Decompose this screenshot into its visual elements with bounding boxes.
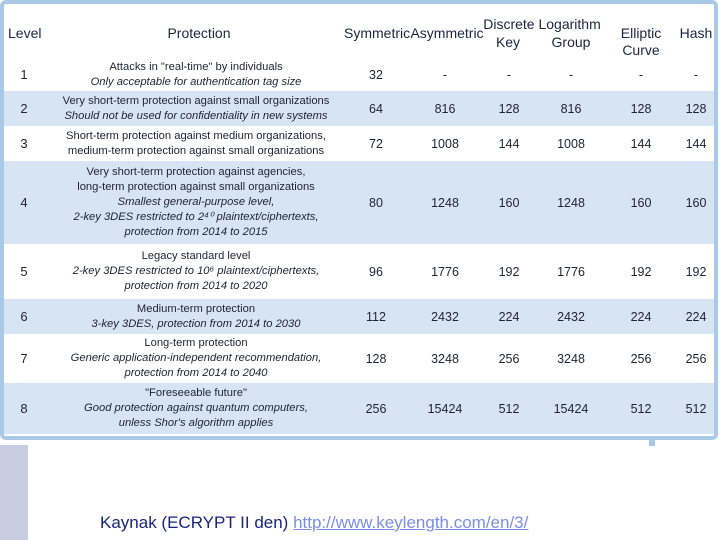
dl-group-cell: 1008 [557, 136, 585, 151]
protection-line: Only acceptable for authentication tag size [90, 75, 302, 88]
table-row [4, 334, 714, 382]
protection-cell [46, 91, 346, 126]
table-row [4, 58, 714, 90]
symmetric-cell: 32 [369, 67, 383, 82]
symmetric-cell: 112 [366, 309, 386, 324]
elliptic-curve-cell: 160 [630, 195, 652, 210]
table-row [4, 160, 714, 244]
table-header [4, 4, 714, 58]
elliptic-curve-cell: 224 [630, 309, 652, 324]
protection-line: 2-key 3DES restricted to 2⁴⁰ plaintext/ciphertexts, [73, 211, 319, 223]
elliptic-curve-cell: - [638, 67, 644, 82]
asymmetric-cell: 15424 [427, 401, 463, 416]
level-cell: 5 [20, 264, 28, 279]
dl-group-cell: - [568, 67, 574, 82]
dl-key-cell: 144 [498, 136, 520, 151]
hash-cell: 160 [685, 195, 707, 210]
elliptic-curve-cell: 128 [630, 101, 652, 116]
protection-cell [46, 161, 346, 244]
header-hash: Hash [679, 25, 713, 41]
protection-line: Very short-term protection against agencies, [86, 166, 306, 178]
symmetric-cell: 128 [365, 351, 387, 366]
asymmetric-cell: 1008 [431, 136, 459, 151]
dl-key-cell: 160 [498, 195, 520, 210]
protection-line: Smallest general-purpose level, [117, 196, 275, 208]
header-discrete-log: Discrete Logarithm [483, 16, 601, 32]
dl-key-cell: 256 [498, 351, 520, 366]
hash-cell: 128 [685, 101, 707, 116]
asymmetric-cell: 2432 [431, 309, 459, 324]
table-row [4, 382, 714, 434]
hash-cell: 256 [685, 351, 707, 366]
protection-line: Generic application-independent recommendation, [70, 352, 322, 364]
dl-group-cell: 15424 [553, 401, 589, 416]
hash-cell: 192 [685, 264, 707, 279]
protection-line: Long-term protection [144, 337, 248, 349]
protection-line: 3-key 3DES, protection from 2014 to 2030 [91, 317, 301, 330]
protection-cell [46, 59, 346, 90]
hash-cell: 512 [685, 401, 707, 416]
elliptic-curve-cell: 192 [630, 264, 652, 279]
protection-line: Good protection against quantum computers, [84, 402, 308, 414]
header-asymmetric: Asymmetric [410, 25, 484, 41]
header-protection: Protection [167, 25, 231, 41]
dl-group-cell: 3248 [557, 351, 585, 366]
dl-group-cell: 816 [560, 101, 582, 116]
symmetric-cell: 64 [369, 101, 383, 116]
caption-text: Kaynak (ECRYPT II den) [100, 513, 294, 532]
header-symmetric: Symmetric [344, 25, 411, 41]
source-caption [100, 513, 528, 533]
protection-line: medium-term protection against small organizations [67, 144, 325, 157]
header-dl-group: Group [551, 34, 591, 50]
symmetric-cell: 256 [365, 401, 387, 416]
protection-cell [46, 245, 346, 298]
elliptic-curve-cell: 144 [630, 136, 652, 151]
dl-group-cell: 1248 [557, 195, 585, 210]
protection-line: Legacy standard level [141, 250, 251, 262]
protection-line: "Foreseeable future" [145, 387, 247, 399]
asymmetric-cell: 3248 [431, 351, 459, 366]
table-row [4, 298, 714, 334]
protection-cell [46, 299, 346, 334]
symmetric-cell: 80 [369, 195, 383, 210]
dl-group-cell: 2432 [557, 309, 585, 324]
level-cell: 3 [20, 136, 28, 151]
level-cell: 2 [20, 101, 28, 116]
protection-line: unless Shor's algorithm applies [118, 417, 274, 429]
dl-key-cell: 224 [498, 309, 520, 324]
left-decoration-strip [0, 445, 28, 540]
dl-key-cell: 128 [498, 101, 520, 116]
protection-line: protection from 2014 to 2040 [124, 367, 268, 379]
dl-key-cell: - [506, 67, 512, 82]
protection-cell [46, 335, 346, 382]
protection-line: Very short-term protection against small organizations [62, 94, 330, 107]
protection-line: protection from 2014 to 2020 [124, 280, 268, 292]
dl-key-cell: 192 [498, 264, 520, 279]
asymmetric-cell: - [442, 67, 448, 82]
asymmetric-cell: 816 [434, 101, 456, 116]
source-link[interactable]: http://www.keylength.com/en/3/ [293, 513, 529, 532]
dl-key-cell: 512 [498, 401, 520, 416]
level-cell: 8 [20, 401, 28, 416]
protection-line: protection from 2014 to 2015 [124, 226, 268, 238]
dl-group-cell: 1776 [557, 264, 585, 279]
protection-cell [46, 127, 346, 160]
protection-line: Short-term protection against medium organizations, [66, 129, 326, 142]
table-row [4, 126, 714, 160]
asymmetric-cell: 1776 [431, 264, 459, 279]
frame-accent-bottom [649, 436, 655, 446]
protection-line: Should not be used for confidentiality in new systems [64, 109, 328, 122]
level-cell: 6 [20, 309, 28, 324]
elliptic-curve-cell: 512 [630, 401, 652, 416]
level-cell: 1 [20, 67, 28, 82]
hash-cell: 224 [685, 309, 707, 324]
elliptic-curve-cell: 256 [630, 351, 652, 366]
asymmetric-cell: 1248 [431, 195, 459, 210]
hash-cell: 144 [685, 136, 707, 151]
hash-cell: - [693, 67, 699, 82]
protection-line: long-term protection against small organizations [77, 181, 315, 193]
header-level: Level [8, 25, 42, 41]
protection-line: Attacks in "real-time" by individuals [109, 60, 283, 73]
protection-line: Medium-term protection [136, 302, 256, 315]
header-elliptic-curve: Elliptic Curve [620, 25, 662, 58]
level-cell: 7 [20, 351, 28, 366]
header-dl-key: Key [495, 34, 521, 50]
table-row [4, 244, 714, 298]
symmetric-cell: 96 [369, 264, 383, 279]
symmetric-cell: 72 [369, 136, 383, 151]
level-cell: 4 [20, 195, 28, 210]
protection-line: 2-key 3DES restricted to 10⁶ plaintext/ciphertexts, [72, 265, 320, 277]
table-row [4, 90, 714, 126]
protection-cell [46, 383, 346, 434]
